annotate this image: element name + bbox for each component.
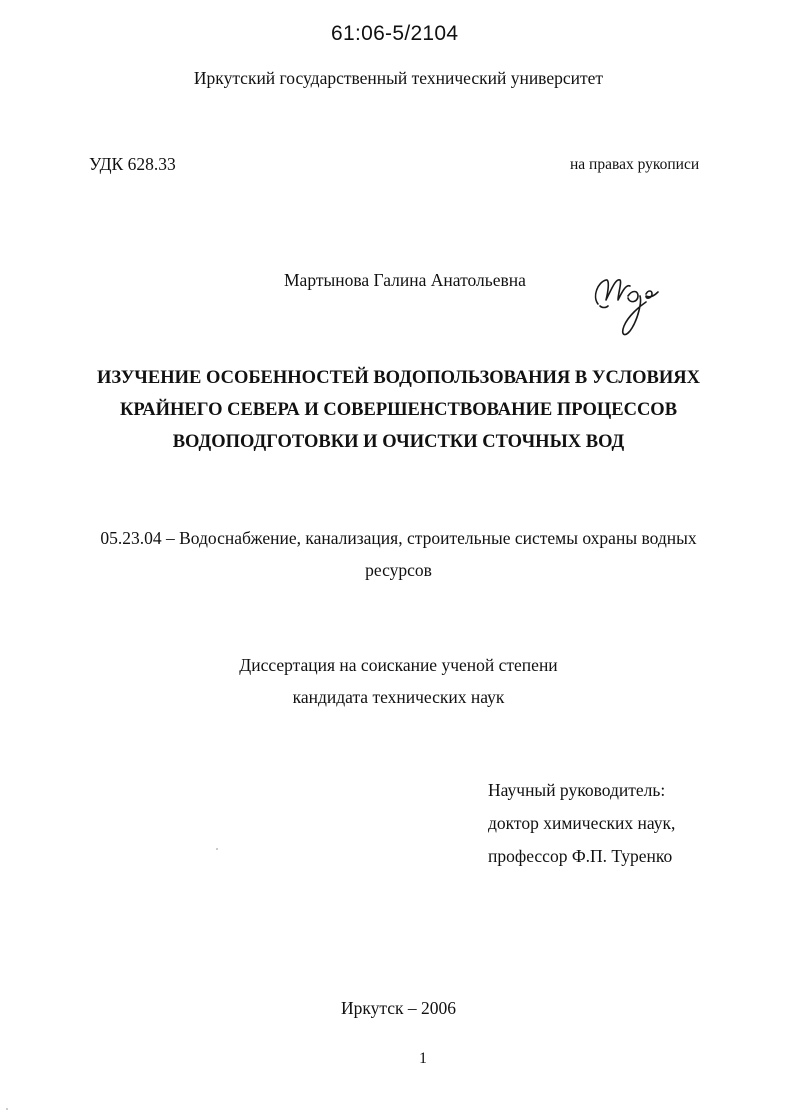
specialty — [0, 522, 797, 586]
title-line: ВОДОПОДГОТОВКИ И ОЧИСТКИ СТОЧНЫХ ВОД — [172, 432, 625, 452]
degree-statement — [0, 649, 797, 713]
title-line: ИЗУЧЕНИЕ ОСОБЕННОСТЕЙ ВОДОПОЛЬЗОВАНИЯ В УСЛОВИЯХ — [97, 368, 700, 388]
author-name: Мартынова Галина Анатольевна — [284, 270, 526, 290]
degree-line: кандидата технических наук — [292, 687, 505, 707]
signature-icon — [588, 266, 666, 342]
archive-number: 61:06-5/2104 — [331, 22, 459, 45]
supervisor-line: доктор химических наук, — [488, 813, 676, 833]
page-number: 1 — [419, 1050, 427, 1067]
supervisor-block — [488, 774, 675, 873]
rights-note: на правах рукописи — [570, 156, 700, 173]
udc-code: УДК 628.33 — [89, 154, 176, 174]
degree-line: Диссертация на соискание ученой степени — [239, 655, 558, 675]
scan-speck — [216, 848, 218, 850]
scan-speck — [6, 1108, 8, 1110]
dissertation-title — [0, 362, 797, 458]
city-year: Иркутск – 2006 — [340, 998, 457, 1018]
supervisor-line: профессор Ф.П. Туренко — [488, 846, 673, 866]
specialty-line: 05.23.04 – Водоснабжение, канализация, строительные системы охраны водных — [100, 528, 697, 548]
title-line: КРАЙНЕГО СЕВЕРА И СОВЕРШЕНСТВОВАНИЕ ПРОЦЕССОВ — [119, 400, 678, 420]
specialty-line: ресурсов — [365, 560, 432, 580]
university-name: Иркутский государственный технический университет — [193, 68, 604, 88]
supervisor-line: Научный руководитель: — [488, 780, 666, 800]
